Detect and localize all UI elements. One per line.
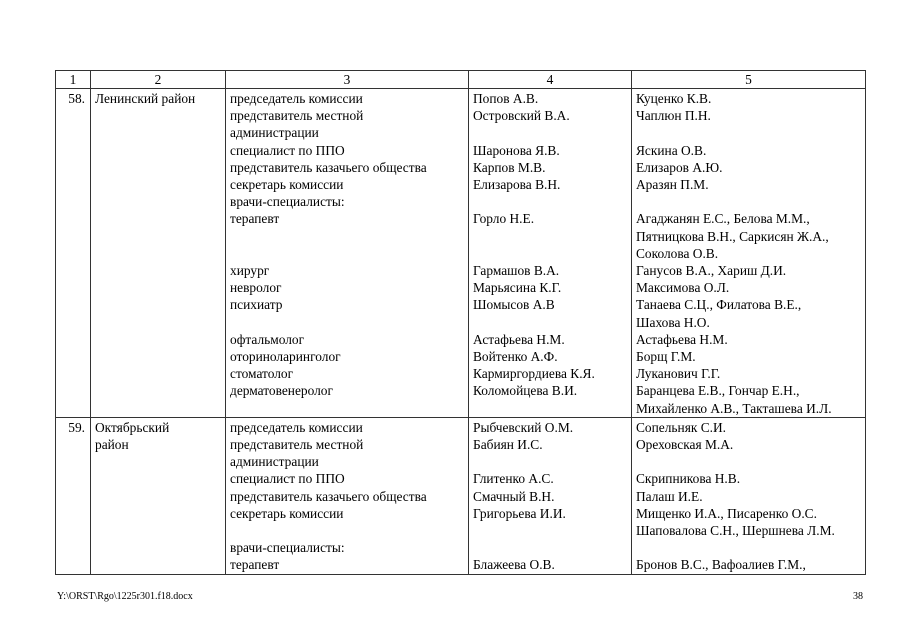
cell-line: Октябрьский [95,419,170,435]
district-cell [91,417,226,574]
cell-line: Палаш И.Е. [636,488,703,504]
cell-line: Шомысов А.В [473,297,555,313]
cell-line [636,193,860,210]
cell-line: Елизарова В.Н. [473,177,561,192]
cell-line: Борщ Г.М. [636,349,696,365]
cell-line: Шаповалова С.Н., Шершнева Л.М. [636,523,835,539]
cell-line: Танаева С.Ц., Филатова В.Е., [636,297,802,313]
column-number-3: 3 [226,71,469,89]
cell-line [230,314,463,331]
cell-line: секретарь комиссии [230,505,344,521]
cell-line: оториноларинголог [230,349,341,364]
cell-line [473,193,626,210]
cell-line: терапевт [230,211,280,227]
cell-line: Смачный В.Н. [473,488,555,504]
cell-line [230,522,463,539]
cell-line: Луканович Г.Г. [636,366,721,382]
cell-line: Коломойцева В.И. [473,383,578,399]
cell-line: председатель комиссии [230,91,363,106]
table-row [56,417,866,574]
cell-line: секретарь комиссии [230,177,344,193]
cell-line: Шаронова Я.В. [473,142,560,158]
table-row [56,89,866,418]
cell-line: Кармиргордиева К.Я. [473,366,595,382]
cell-line [473,539,626,556]
cell-line: психиатр [230,297,283,313]
cell-line: Попов А.В. [473,91,539,106]
cell-line [636,124,860,141]
cell-line: Глитенко А.С. [473,471,554,487]
roles-cell [226,417,469,574]
cell-line [473,522,626,539]
members-cell [469,89,632,418]
cell-line: Горло Н.Е. [473,211,535,227]
cell-line: представитель казачьего общества [230,159,427,175]
members-cell [469,417,632,574]
cell-line: Карпов М.В. [473,159,546,175]
cell-line: офтальмолог [230,331,305,347]
cell-line: Агаджанян Е.С., Белова М.М., [636,211,810,227]
cell-line: Ганусов В.А., Хариш Д.И. [636,263,787,278]
cell-line [636,453,860,470]
cell-line [636,539,860,556]
cell-line: Бабиян И.С. [473,437,543,453]
cell-line: специалист по ППО [230,471,345,487]
row-number: 59. [56,417,91,574]
cell-line: Марьясина К.Г. [473,280,562,296]
cell-line: председатель комиссии [230,419,363,435]
cell-line: Ленинский район [95,91,196,106]
table-header-row [56,71,866,89]
cell-line: Астафьева Н.М. [473,331,565,347]
cell-line: Бронов В.С., Вафоалиев Г.М., [636,557,806,573]
cell-line: администрации [230,125,319,141]
cell-line: представитель местной [230,437,364,453]
cell-line: Гармашов В.А. [473,262,560,278]
cell-line: Войтенко А.Ф. [473,348,558,364]
cell-line: Аразян П.М. [636,177,709,192]
footer-page-number: 38 [853,591,863,602]
column-number-5: 5 [632,71,866,89]
cell-line: Чаплюн П.Н. [636,108,711,124]
cell-line [473,314,626,331]
reserve-cell [632,89,866,418]
cell-line: терапевт [230,557,280,573]
cell-line: администрации [230,454,319,470]
reserve-cell [632,417,866,574]
cell-line [230,245,463,262]
cell-line: Рыбчевский О.М. [473,419,574,435]
cell-line: Островский В.А. [473,108,570,124]
cell-line: специалист по ППО [230,142,345,158]
cell-line: Соколова О.В. [636,245,719,261]
cell-line: Баранцева Е.В., Гончар Е.Н., [636,383,800,399]
cell-line: Астафьева Н.М. [636,331,728,347]
column-number-1: 1 [56,71,91,89]
cell-line: Пятницкова В.Н., Саркисян Ж.А., [636,228,829,244]
roles-cell [226,89,469,418]
cell-line: врачи-специалисты: [230,540,345,556]
cell-line: Михайленко А.В., Такташева И.Л. [636,400,832,416]
district-cell [91,89,226,418]
cell-line: врачи-специалисты: [230,194,345,210]
cell-line: Шахова Н.О. [636,314,710,330]
cell-line [473,245,626,262]
cell-line: представитель казачьего общества [230,488,427,504]
cell-line: Скрипникова Н.В. [636,471,741,487]
cell-line: хирург [230,263,270,278]
commission-table [55,70,866,575]
cell-line: представитель местной [230,108,364,124]
cell-line: Елизаров А.Ю. [636,159,723,175]
cell-line: район [95,437,129,453]
cell-line: Яскина О.В. [636,142,707,158]
cell-line: Сопельняк С.И. [636,419,727,435]
cell-line [230,228,463,245]
column-number-2: 2 [91,71,226,89]
cell-line [473,228,626,245]
cell-line: Куценко К.В. [636,91,712,106]
cell-line [473,124,626,141]
cell-line: Ореховская М.А. [636,437,734,453]
footer-file-path: Y:\ORST\Rgo\1225r301.f18.docx [57,591,193,602]
cell-line: Григорьева И.И. [473,505,566,521]
cell-line: невролог [230,280,282,296]
row-number: 58. [56,89,91,418]
cell-line: Блажеева О.В. [473,557,555,573]
cell-line: дерматовенеролог [230,383,333,399]
cell-line [473,453,626,470]
column-number-4: 4 [469,71,632,89]
cell-line: Максимова О.Л. [636,280,730,296]
cell-line: стоматолог [230,366,294,382]
cell-line: Мищенко И.А., Писаренко О.С. [636,505,817,521]
